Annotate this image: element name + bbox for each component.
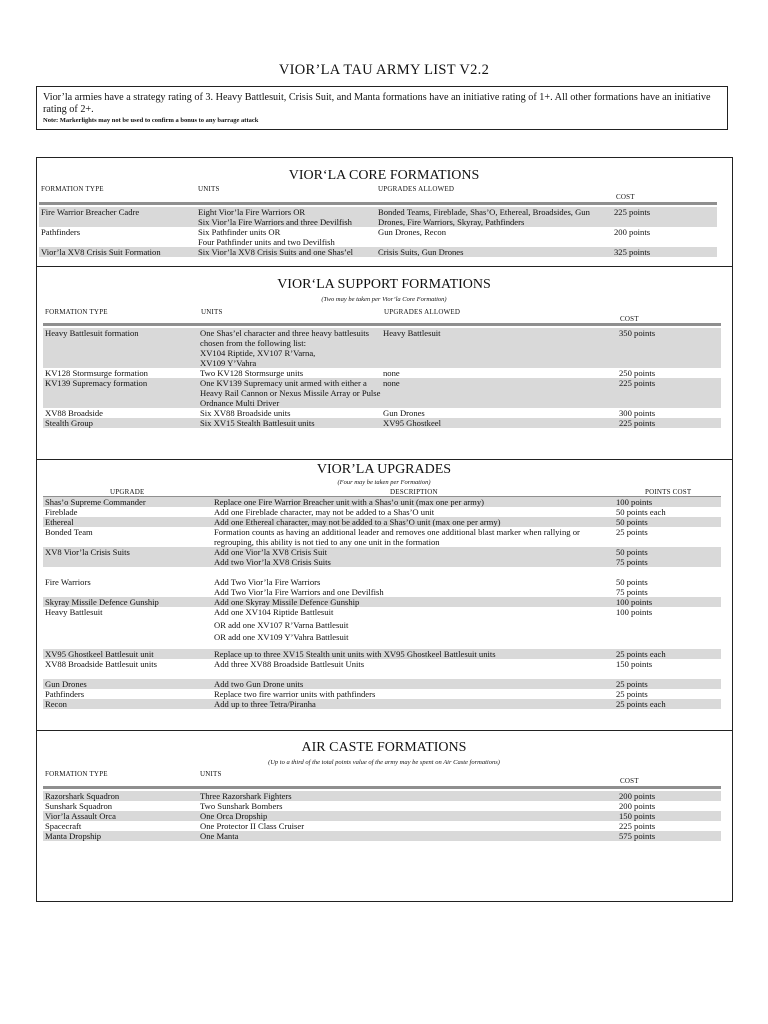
- intro-text: Vior’la armies have a strategy rating of 3. Heavy Battlesuit, Crisis Suit, and Manta formations have an initiative rating of 1+. All other formations have an initiative rating of 2+.: [43, 92, 711, 115]
- table-row: [43, 831, 721, 841]
- upgrade-name-cell: Skyray Missile Defence Gunship: [45, 597, 159, 607]
- cost-cell: 225 points: [619, 378, 656, 388]
- upgrades-title: VIOR’LA UPGRADES: [316, 462, 452, 477]
- upgrades-header-description: DESCRIPTION: [390, 488, 438, 496]
- upgrades-cell: Gun Drones, Recon: [378, 227, 447, 237]
- description-cell: Add one XV104 Riptide Battlesuit: [214, 607, 334, 617]
- support-title: VIOR‘LA SUPPORT FORMATIONS: [277, 277, 491, 292]
- table-row: [43, 507, 721, 517]
- points-cost-cell: 25 points: [616, 679, 648, 689]
- units-cell: One Orca Dropship: [200, 811, 268, 821]
- points-cost-cell: 50 points: [616, 517, 648, 527]
- cost-cell: 350 points: [619, 328, 656, 338]
- units-cell: Six XV15 Stealth Battlesuit units: [200, 418, 315, 428]
- cost-cell: 300 points: [619, 408, 656, 418]
- points-cost-cell: 75 points: [616, 557, 648, 567]
- cost-cell: 225 points: [614, 207, 651, 217]
- support-header-upgrades: UPGRADES ALLOWED: [384, 308, 461, 316]
- cost-cell: 225 points: [619, 821, 656, 831]
- units-cell: Four Pathfinder units and two Devilfish: [198, 237, 335, 247]
- points-cost-cell: 100 points: [616, 607, 653, 617]
- upgrade-name-cell: Fireblade: [45, 507, 78, 517]
- points-cost-cell: 50 points: [616, 547, 648, 557]
- description-cell: OR add one XV107 R’Varna Battlesuit: [214, 619, 349, 630]
- table-row: [43, 649, 721, 659]
- intro-box: [36, 86, 728, 130]
- points-cost-cell: 50 points each: [616, 507, 666, 517]
- upgrades-cell: Bonded Teams, Fireblade, Shas’O, Ethereal, Broadsides, Gun: [378, 207, 590, 217]
- table-row: [43, 408, 721, 418]
- description-cell: Add three XV88 Broadside Battlesuit Units: [214, 659, 365, 669]
- units-cell: Ordnance Multi Driver: [200, 398, 280, 408]
- header-rule: [39, 202, 717, 205]
- points-cost-cell: 100 points: [616, 497, 653, 507]
- intro-note: Note: Markerlights may not be used to confirm a bonus to any barrage attack: [43, 117, 259, 124]
- table-row: [43, 689, 721, 699]
- formation-type-cell: Fire Warrior Breacher Cadre: [41, 207, 140, 217]
- description-cell: Add Two Vior’la Fire Warriors and one Devilfish: [214, 587, 384, 597]
- table-row: [43, 699, 721, 709]
- upgrades-cell: Heavy Battlesuit: [383, 328, 441, 338]
- points-cost-cell: 150 points: [616, 659, 653, 669]
- formation-type-cell: Sunshark Squadron: [45, 801, 113, 811]
- upgrades-header-cost: POINTS COST: [645, 488, 692, 496]
- upgrade-name-cell: Pathfinders: [45, 689, 85, 699]
- upgrade-name-cell: Recon: [45, 699, 67, 709]
- points-cost-cell: 75 points: [616, 587, 648, 597]
- units-cell: One Manta: [200, 831, 239, 841]
- support-subtitle: (Two may be taken per Vior’la Core Formation): [321, 296, 447, 303]
- cost-cell: 325 points: [614, 247, 651, 257]
- units-cell: Two Sunshark Bombers: [200, 801, 283, 811]
- upgrade-name-cell: Gun Drones: [45, 679, 87, 689]
- description-cell: regrouping, this ability is not tied to any one unit in the formation: [214, 537, 440, 547]
- points-cost-cell: 100 points: [616, 597, 653, 607]
- upgrade-name-cell: XV88 Broadside Battlesuit units: [45, 659, 157, 669]
- support-header-units: UNITS: [201, 308, 223, 316]
- units-cell: XV104 Riptide, XV107 R’Varna,: [200, 348, 316, 358]
- formation-type-cell: Vior’la XV8 Crisis Suit Formation: [41, 247, 161, 257]
- units-cell: One Shas’el character and three heavy battlesuits: [200, 328, 369, 338]
- upgrades-header-upgrade: UPGRADE: [110, 488, 145, 496]
- table-row: [39, 227, 717, 247]
- formation-type-cell: Manta Dropship: [45, 831, 102, 841]
- cost-cell: 200 points: [619, 801, 656, 811]
- formation-type-cell: Pathfinders: [41, 227, 81, 237]
- section-divider: [36, 730, 733, 731]
- cost-cell: 150 points: [619, 811, 656, 821]
- table-row: [43, 378, 721, 408]
- table-row: [43, 679, 721, 689]
- upgrade-name-cell: Bonded Team: [45, 527, 93, 537]
- units-cell: chosen from the following list:: [200, 338, 306, 348]
- upgrades-cell: none: [383, 368, 400, 378]
- cost-cell: 200 points: [614, 227, 651, 237]
- units-cell: Eight Vior’la Fire Warriors OR: [198, 207, 306, 217]
- description-cell: Add Two Vior’la Fire Warriors: [214, 577, 321, 587]
- upgrade-name-cell: XV95 Ghostkeel Battlesuit unit: [45, 649, 154, 659]
- formation-type-cell: Heavy Battlesuit formation: [45, 328, 139, 338]
- upgrade-name-cell: XV8 Vior’la Crisis Suits: [45, 547, 130, 557]
- core-title: VIOR‘LA CORE FORMATIONS: [288, 168, 480, 183]
- table-row: [43, 659, 721, 669]
- points-cost-cell: 25 points each: [616, 699, 666, 709]
- table-row: [43, 821, 721, 831]
- table-row: [39, 207, 717, 227]
- formation-type-cell: Vior’la Assault Orca: [45, 811, 116, 821]
- description-cell: Add one Skyray Missile Defence Gunship: [214, 597, 360, 607]
- formation-type-cell: Spacecraft: [45, 821, 82, 831]
- description-cell: Add two Vior’la XV8 Crisis Suits: [214, 557, 331, 567]
- formation-type-cell: Stealth Group: [45, 418, 93, 428]
- air-title: AIR CASTE FORMATIONS: [301, 740, 467, 755]
- cost-cell: 225 points: [619, 418, 656, 428]
- units-cell: One Protector II Class Cruiser: [200, 821, 305, 831]
- units-cell: Six Vior’la XV8 Crisis Suits and one Shas’el: [198, 247, 354, 257]
- upgrades-cell: Drones, Fire Warriors, Skyray, Pathfinders: [378, 217, 525, 227]
- upgrades-cell: XV95 Ghostkeel: [383, 418, 441, 428]
- header-rule: [43, 786, 721, 789]
- upgrades-subtitle: (Four may be taken per Formation): [337, 479, 431, 486]
- upgrades-cell: Crisis Suits, Gun Drones: [378, 247, 464, 257]
- table-row: [43, 547, 721, 567]
- formation-type-cell: KV139 Supremacy formation: [45, 378, 148, 388]
- table-row: [43, 607, 721, 649]
- core-header-cost: COST: [616, 193, 635, 201]
- description-cell: Replace up to three XV15 Stealth unit units with XV95 Ghostkeel Battlesuit units: [214, 649, 496, 659]
- points-cost-cell: 50 points: [616, 577, 648, 587]
- units-cell: Six XV88 Broadside units: [200, 408, 291, 418]
- units-cell: Six Pathfinder units OR: [198, 227, 281, 237]
- table-row: [43, 497, 721, 507]
- table-row: [43, 577, 721, 597]
- points-cost-cell: 25 points each: [616, 649, 666, 659]
- upgrades-cell: none: [383, 378, 400, 388]
- cost-cell: 575 points: [619, 831, 656, 841]
- description-cell: Replace two fire warrior units with pathfinders: [214, 689, 376, 699]
- description-cell: OR add one XV109 Y’Vahra Battlesuit: [214, 632, 349, 642]
- table-row: [43, 597, 721, 607]
- air-subtitle: (Up to a third of the total points value of the army may be spent on Air Caste formations): [268, 759, 500, 766]
- formation-type-cell: XV88 Broadside: [45, 408, 103, 418]
- formation-type-cell: KV128 Stormsurge formation: [45, 368, 148, 378]
- description-cell: Replace one Fire Warrior Breacher unit with a Shas’o unit (max one per army): [214, 497, 484, 507]
- cost-cell: 200 points: [619, 791, 656, 801]
- units-cell: Three Razorshark Fighters: [200, 791, 292, 801]
- points-cost-cell: 25 points: [616, 527, 648, 537]
- core-header-units: UNITS: [198, 185, 220, 193]
- upgrades-cell: Gun Drones: [383, 408, 425, 418]
- points-cost-cell: 25 points: [616, 689, 648, 699]
- air-header-type: FORMATION TYPE: [45, 770, 108, 778]
- support-header-type: FORMATION TYPE: [45, 308, 108, 316]
- table-row: [39, 247, 717, 257]
- units-cell: Two KV128 Stormsurge units: [200, 368, 304, 378]
- description-cell: Add up to three Tetra/Piranha: [214, 699, 316, 709]
- units-cell: Heavy Rail Cannon or Nexus Missile Array or Pulse: [200, 388, 381, 398]
- table-row: [43, 791, 721, 801]
- upgrade-name-cell: Shas’o Supreme Commander: [45, 497, 146, 507]
- table-row: [43, 328, 721, 368]
- upgrade-name-cell: Heavy Battlesuit: [45, 607, 103, 617]
- units-cell: XV109 Y’Vahra: [200, 358, 257, 368]
- cost-cell: 250 points: [619, 368, 656, 378]
- table-row: [43, 517, 721, 527]
- core-header-upgrades: UPGRADES ALLOWED: [378, 185, 455, 193]
- header-rule: [43, 323, 721, 326]
- formation-type-cell: Razorshark Squadron: [45, 791, 120, 801]
- air-header-units: UNITS: [200, 770, 222, 778]
- units-cell: One KV139 Supremacy unit armed with either a: [200, 378, 367, 388]
- section-divider: [36, 266, 733, 267]
- description-cell: Add one Fireblade character, may not be added to a Shas’O unit: [214, 507, 435, 517]
- units-cell: Six Vior’la Fire Warriors and three Devilfish: [198, 217, 352, 227]
- upgrade-name-cell: Fire Warriors: [45, 577, 91, 587]
- table-row: [43, 368, 721, 378]
- page-title: VIOR’LA TAU ARMY LIST V2.2: [278, 62, 490, 78]
- core-header-type: FORMATION TYPE: [41, 185, 104, 193]
- table-row: [43, 418, 721, 428]
- air-header-cost: COST: [620, 777, 639, 785]
- description-cell: Add one Ethereal character, may not be added to a Shas’O unit (max one per army): [214, 517, 501, 527]
- section-divider: [36, 459, 733, 460]
- support-header-cost: COST: [620, 315, 639, 323]
- table-row: [43, 527, 721, 547]
- table-row: [43, 801, 721, 811]
- description-cell: Add two Gun Drone units: [214, 679, 304, 689]
- description-cell: Add one Vior’la XV8 Crisis Suit: [214, 547, 328, 557]
- description-cell: Formation counts as having an additional leader and removes one additional blast marker when rallying or: [214, 527, 580, 537]
- upgrade-name-cell: Ethereal: [45, 517, 74, 527]
- table-row: [43, 811, 721, 821]
